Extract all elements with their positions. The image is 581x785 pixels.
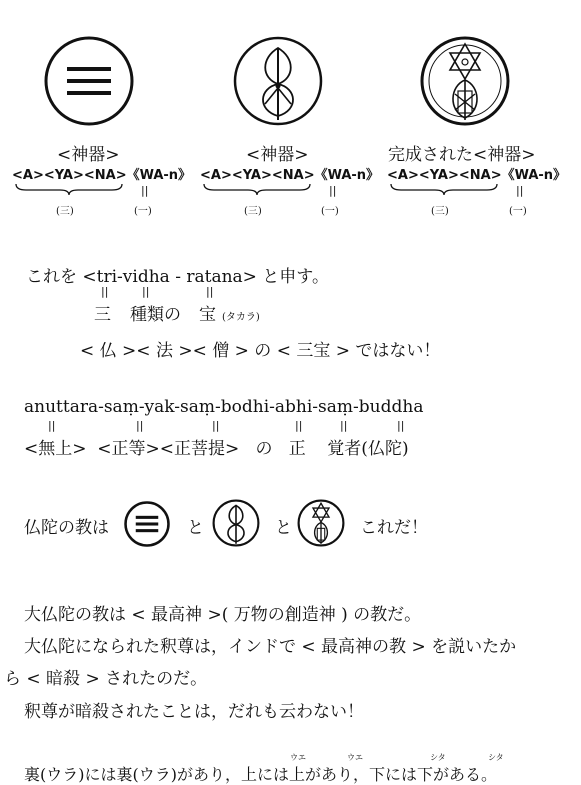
teaching-and-2: と <box>275 518 292 538</box>
symbol-3-single-label: (一) <box>509 206 527 217</box>
ratana-gloss-3: 宝 <box>199 305 216 325</box>
symbol-3-formula: <A><YA><NA>《WA-n》 <box>387 168 567 183</box>
teaching-prefix: 仏陀の教は <box>24 518 109 538</box>
brace-1 <box>14 182 124 196</box>
ratana-eq-3: || <box>206 285 214 298</box>
symbol-3-eq: || <box>516 184 524 197</box>
ruby-3: シタ <box>430 753 446 762</box>
symbol-1-brace-label: (三) <box>56 206 74 217</box>
sanbo-line: < 仏 >< 法 >< 僧 > の < 三宝 > ではない！ <box>80 341 441 361</box>
ratana-gloss-1: 三 <box>94 305 111 325</box>
teaching-suffix: これだ！ <box>360 518 428 538</box>
lotus-arrow-symbol-small-icon <box>212 499 260 547</box>
three-lines-symbol-icon <box>44 36 134 126</box>
anuttara-eq-3: || <box>212 419 220 432</box>
ruby-2: ウエ <box>347 753 363 762</box>
lotus-arrow-symbol-icon <box>233 36 323 126</box>
anuttara-eq-1: || <box>48 419 56 432</box>
symbol-2-single-label: (一) <box>321 206 339 217</box>
symbol-2-eq: || <box>329 184 337 197</box>
symbol-1-single-label: (一) <box>134 206 152 217</box>
symbol-2-formula: <A><YA><NA>《WA-n》 <box>200 168 380 183</box>
symbol-3-caption: 完成された<神器> <box>388 145 536 165</box>
ratana-gloss-reading: (タカラ) <box>222 312 260 323</box>
symbol-1-formula: <A><YA><NA>《WA-n》 <box>12 168 192 183</box>
star-lotus-symbol-small-icon <box>297 499 345 547</box>
three-lines-symbol-small-icon <box>124 501 170 547</box>
paragraph-3: ら < 暗殺 > されたのだ。 <box>4 669 208 689</box>
anuttara-sanskrit: anuttara-saṃ-yak-saṃ-bodhi-abhi-saṃ-buddha <box>24 397 424 417</box>
brace-3 <box>389 182 499 196</box>
symbol-2-caption: <神器> <box>246 145 309 165</box>
anuttara-eq-5: || <box>340 419 348 432</box>
star-lotus-symbol-icon <box>420 36 510 126</box>
anuttara-gloss: <無上> <正等><正菩提> の 正 覚者(仏陀) <box>24 439 409 459</box>
paragraph-4: 釈尊が暗殺されたことは，だれも云わない！ <box>24 702 364 722</box>
ratana-line: これを <tri-vidha - ratana> と申す。 <box>26 267 329 287</box>
brace-2 <box>202 182 312 196</box>
ruby-1: ウエ <box>290 753 306 762</box>
symbol-2-brace-label: (三) <box>244 206 262 217</box>
symbol-1-caption: <神器> <box>57 145 120 165</box>
closing-line: 裏(ウラ)には裏(ウラ)があり，上には上があり，下には下がある。 <box>24 765 497 784</box>
anuttara-eq-2: || <box>136 419 144 432</box>
teaching-and-1: と <box>187 518 204 538</box>
symbol-3-brace-label: (三) <box>431 206 449 217</box>
ratana-eq-2: || <box>142 285 150 298</box>
paragraph-2: 大仏陀になられた釈尊は，インドで < 最高神の教 > を説いたか <box>24 637 517 657</box>
symbol-1-eq: || <box>141 184 149 197</box>
anuttara-eq-4: || <box>295 419 303 432</box>
ratana-gloss-2: 種類の <box>130 305 181 325</box>
anuttara-eq-6: || <box>397 419 405 432</box>
paragraph-1: 大仏陀の教は < 最高神 >( 万物の創造神 ) の教だ。 <box>24 605 422 625</box>
ratana-eq-1: || <box>101 285 109 298</box>
ruby-4: シタ <box>488 753 504 762</box>
